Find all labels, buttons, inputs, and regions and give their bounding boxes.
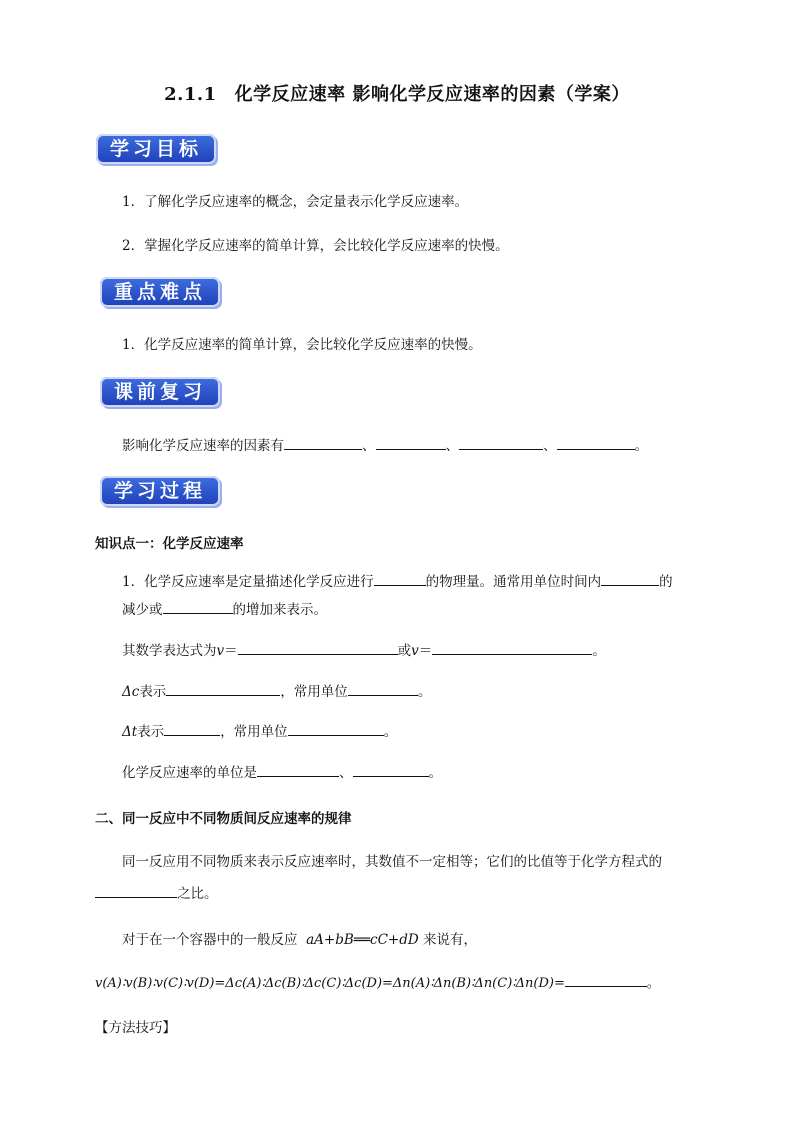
text: 1．化学反应速率是定量描述化学反应进行 xyxy=(122,574,374,590)
knowledge-heading-1: 知识点一：化学反应速率 xyxy=(95,536,244,552)
answer-blank[interactable] xyxy=(374,573,426,586)
period: 。 xyxy=(428,765,442,781)
text: 来说有， xyxy=(423,932,477,948)
lesson-title: 化学反应速率 影响化学反应速率的因素（学案） xyxy=(234,84,630,105)
equals: ＝ xyxy=(418,643,433,659)
goal-item: 1．了解化学反应速率的概念，会定量表示化学反应速率。 xyxy=(122,194,469,210)
answer-blank[interactable] xyxy=(288,723,384,736)
answer-blank[interactable] xyxy=(257,764,339,777)
reaction-equation: aA+bB══cC+dD xyxy=(306,932,419,948)
method-heading: 【方法技巧】 xyxy=(95,1020,176,1036)
answer-blank[interactable] xyxy=(353,764,429,777)
separator: 、 xyxy=(543,438,557,454)
section-badge-review: 课前复习 xyxy=(100,377,220,407)
period: 。 xyxy=(646,976,660,991)
text: 的增加来表示。 xyxy=(232,602,327,618)
period: 。 xyxy=(592,643,606,659)
text: 或 xyxy=(397,643,412,659)
knowledge2-para3 xyxy=(122,928,477,948)
review-prefix: 影响化学反应速率的因素有 xyxy=(122,438,284,454)
keypoint-item: 1．化学反应速率的简单计算，会比较化学反应速率的快慢。 xyxy=(122,337,482,353)
velocity-symbol: v xyxy=(411,643,419,659)
text: 表示 xyxy=(137,724,165,740)
period: 。 xyxy=(417,684,432,700)
knowledge2-para2 xyxy=(95,882,218,902)
text: 对于在一个容器中的一般反应 xyxy=(122,932,298,948)
text: 化学反应速率的单位是 xyxy=(122,765,257,781)
period: 。 xyxy=(383,724,398,740)
text: 之比。 xyxy=(177,886,218,902)
separator: 、 xyxy=(362,438,376,454)
lesson-number: 2.1.1 xyxy=(164,84,217,105)
section-badge-goals: 学习目标 xyxy=(96,134,216,164)
answer-blank[interactable] xyxy=(432,642,592,655)
velocity-symbol: v xyxy=(216,643,225,659)
page-title xyxy=(0,80,794,106)
section-badge-process: 学习过程 xyxy=(100,476,220,506)
answer-blank[interactable] xyxy=(284,437,362,450)
answer-blank[interactable] xyxy=(376,437,446,450)
answer-blank[interactable] xyxy=(459,437,543,450)
period: 。 xyxy=(634,438,648,454)
section-badge-keypoints: 重点难点 xyxy=(100,277,220,307)
equals: ＝ xyxy=(224,643,238,659)
knowledge2-para1: 同一反应用不同物质来表示反应速率时，其数值不一定相等；它们的比值等于化学方程式的 xyxy=(122,854,662,870)
text: 的物理量。通常用单位时间内 xyxy=(425,574,602,590)
separator: 、 xyxy=(445,438,459,454)
knowledge1-line1 xyxy=(122,570,673,590)
goal-item: 2．掌握化学反应速率的简单计算，会比较化学反应速率的快慢。 xyxy=(122,238,509,254)
answer-blank[interactable] xyxy=(348,683,418,696)
separator: 、 xyxy=(339,765,353,781)
answer-blank[interactable] xyxy=(163,601,233,614)
answer-blank[interactable] xyxy=(166,683,280,696)
knowledge1-line2 xyxy=(122,598,327,618)
answer-blank[interactable] xyxy=(557,437,635,450)
text: 减少或 xyxy=(122,602,163,618)
delta-c-symbol: Δc xyxy=(122,684,140,700)
knowledge1-formula-line xyxy=(122,639,606,659)
knowledge-heading-2: 二、同一反应中不同物质间反应速率的规律 xyxy=(95,811,352,827)
knowledge1-delta-t-line xyxy=(122,720,397,740)
ratio-formula: v(A)∶v(B)∶v(C)∶v(D)=Δc(A)∶Δc(B)∶Δc(C)∶Δc(D)=Δn(A)∶Δn(B)∶Δn(C)∶Δn(D)= xyxy=(95,976,565,991)
text: 表示 xyxy=(139,684,167,700)
answer-blank[interactable] xyxy=(601,573,659,586)
knowledge1-unit-line xyxy=(122,761,442,781)
review-line xyxy=(122,434,648,454)
answer-blank[interactable] xyxy=(565,974,647,987)
answer-blank[interactable] xyxy=(95,885,177,898)
text: 其数学表达式为 xyxy=(122,643,217,659)
answer-blank[interactable] xyxy=(238,642,398,655)
text: ，常用单位 xyxy=(280,684,348,700)
knowledge2-formula xyxy=(95,972,660,991)
text: ，常用单位 xyxy=(220,724,288,740)
text: 的 xyxy=(659,574,673,590)
delta-t-symbol: Δt xyxy=(122,724,138,740)
answer-blank[interactable] xyxy=(164,723,220,736)
knowledge1-delta-c-line xyxy=(122,680,431,700)
